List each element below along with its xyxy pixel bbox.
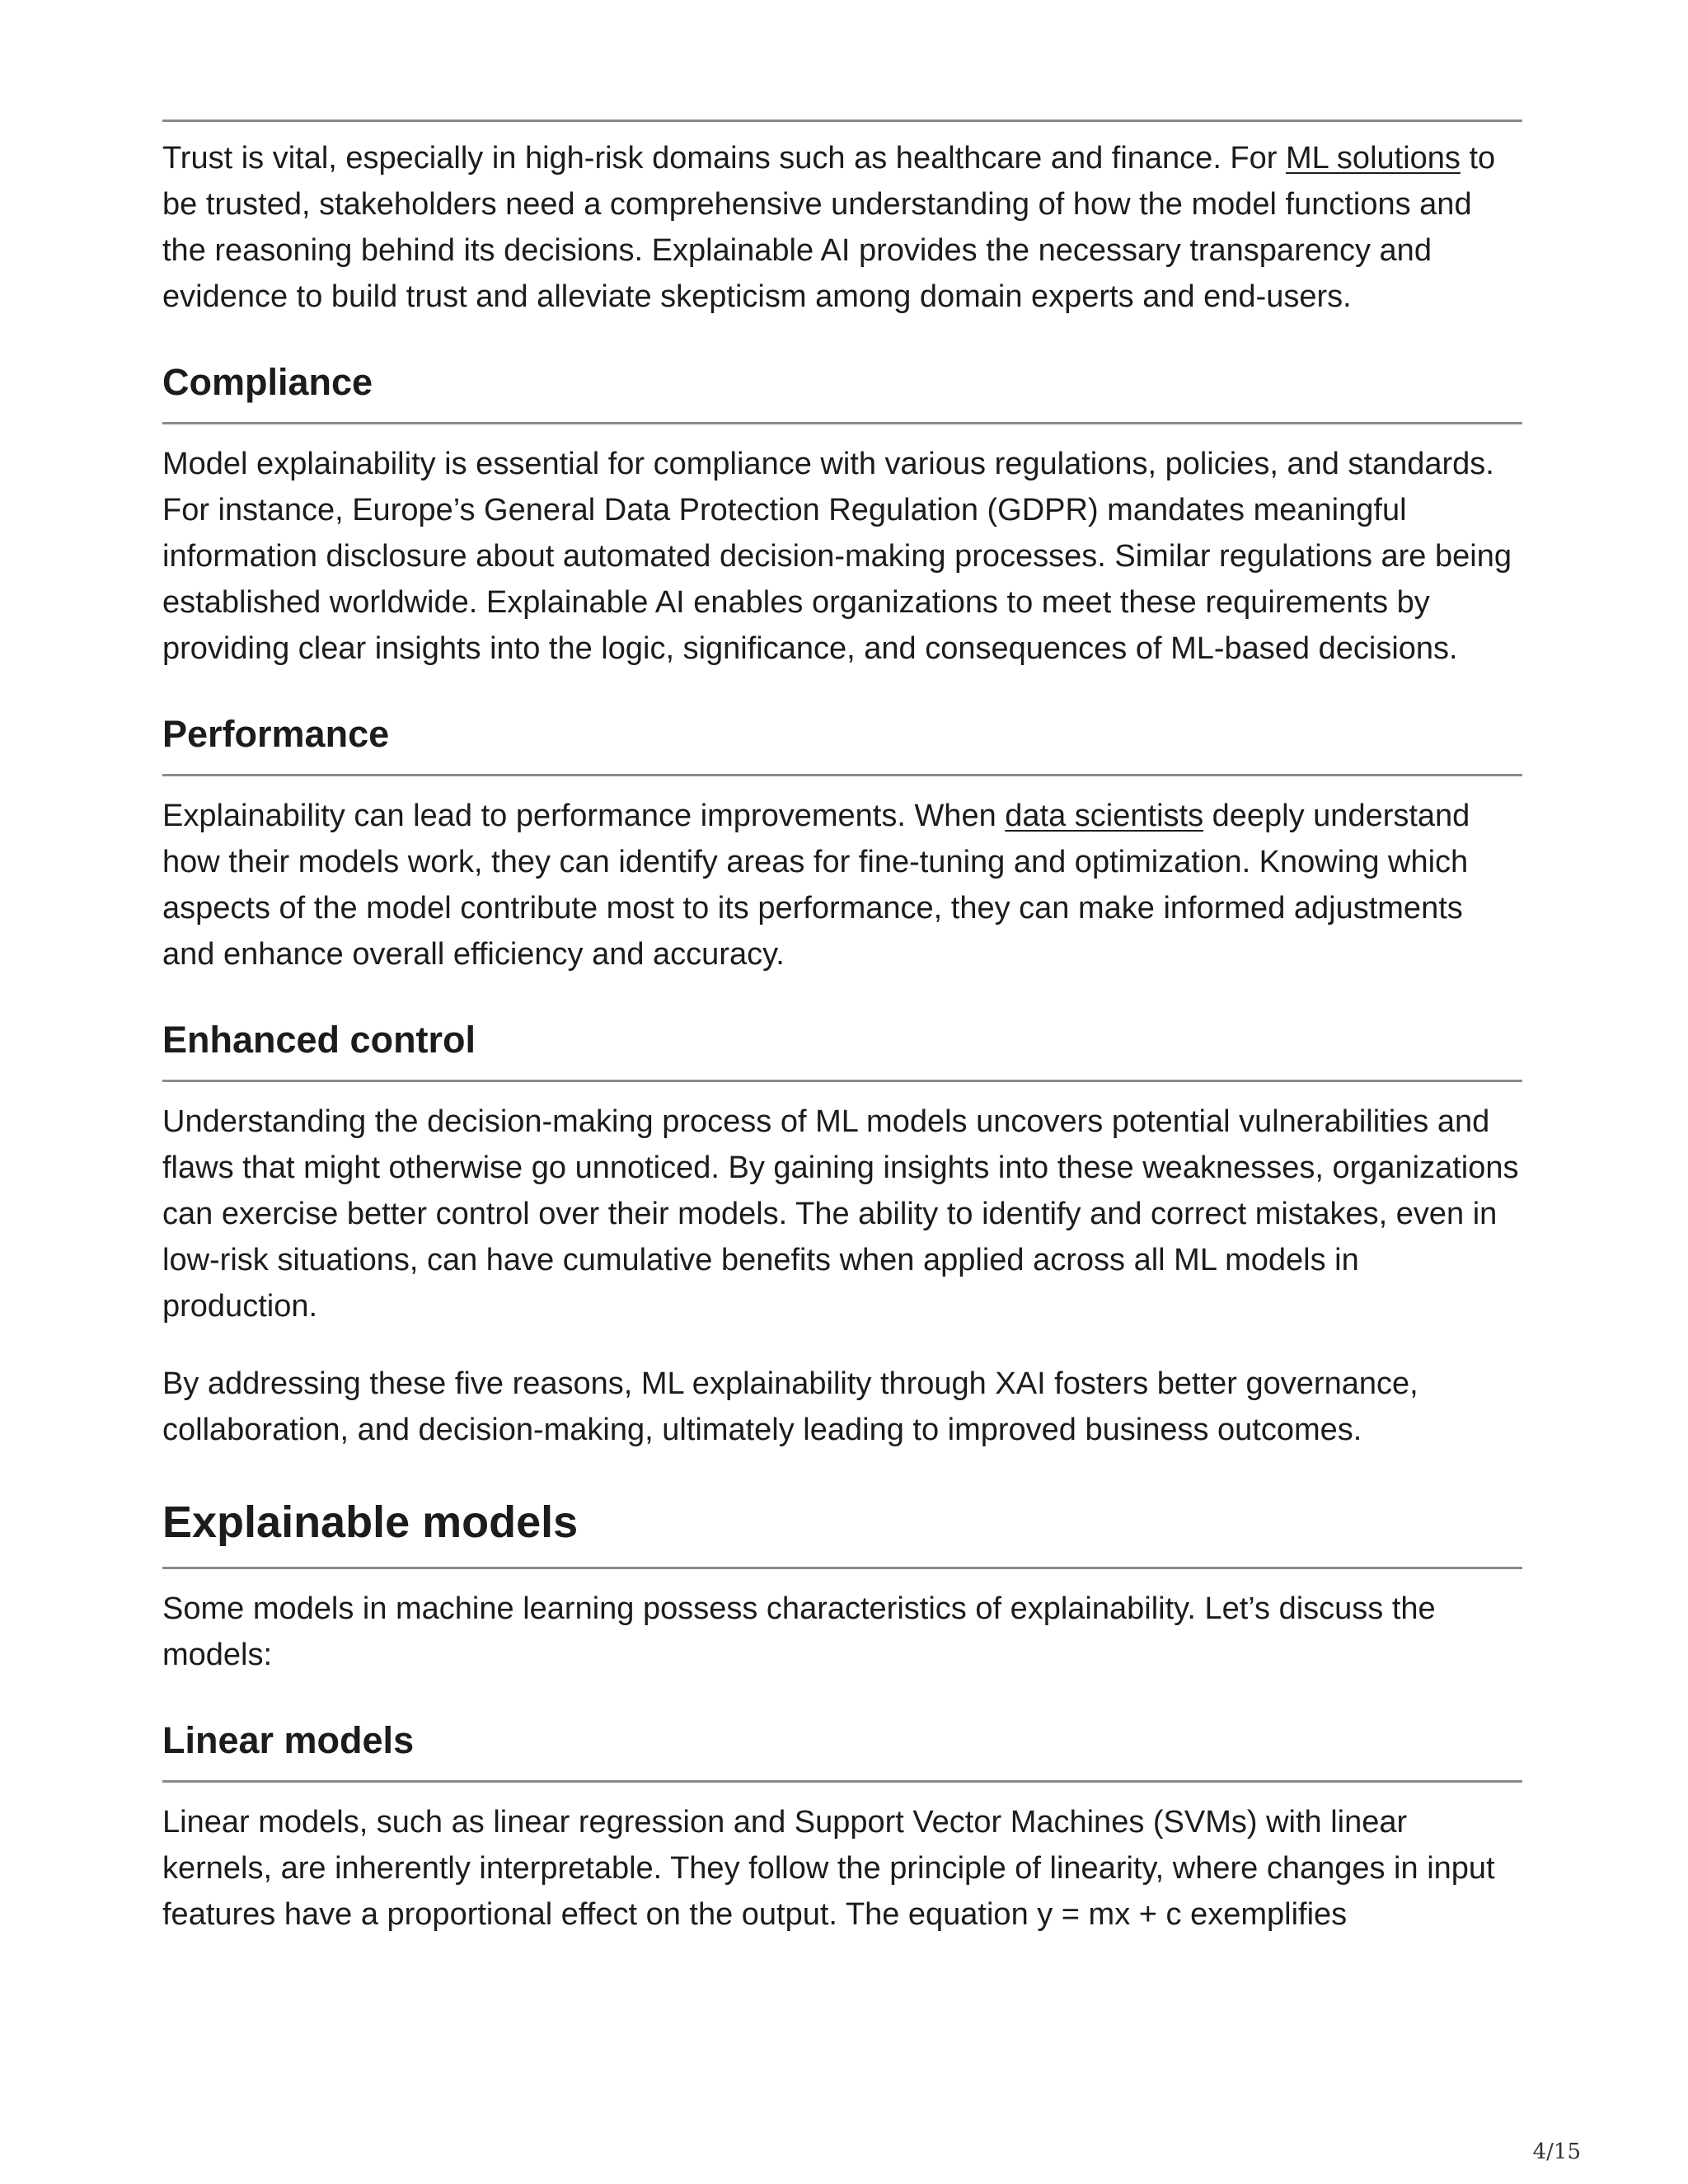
performance-text-start: Explainability can lead to performance improvements. When (162, 799, 1006, 833)
page-number: 4/15 (1532, 2139, 1581, 2164)
intro-text-end: to be trusted, stakeholders need a comprehensive understanding of how the model functions and the reasoning behind its decisions. Explainable AI provides the necessary transparency and evidence to build trust and alleviate skepticism among domain experts and end-users. (162, 141, 1496, 314)
compliance-heading: Compliance (162, 359, 1522, 424)
enhanced-control-paragraph: Understanding the decision-making process of ML models uncovers potential vulnerabilities and flaws that might otherwise go unnoticed. By gaining insights into these weaknesses, organizations can exercise better control over their models. The ability to identify and correct mistakes, even in low-risk situations, can have cumulative benefits when applied across all ML models in production. (162, 1104, 1519, 1324)
article-content (162, 120, 1522, 1938)
compliance-paragraph: Model explainability is essential for compliance with various regulations, policies, and standards. For instance, Europe’s General Data Protection Regulation (GDPR) mandates meaningful information disclosure about automated decision-making processes. Similar regulations are being established worldwide. Explainable AI enables organizations to meet these requirements by providing clear insights into the logic, significance, and consequences of ML-based decisions. (162, 447, 1512, 666)
linear-models-heading: Linear models (162, 1718, 1522, 1783)
ml-solutions-link[interactable]: ML solutions (1286, 141, 1461, 176)
explainable-models-heading: Explainable models (162, 1494, 1522, 1569)
intro-text-start: Trust is vital, especially in high-risk domains such as healthcare and finance. For (162, 141, 1286, 176)
explainable-models-paragraph: Some models in machine learning possess characteristics of explainability. Let’s discuss the models: (162, 1591, 1436, 1672)
top-divider (162, 120, 1522, 122)
performance-heading: Performance (162, 711, 1522, 776)
summary-paragraph: By addressing these five reasons, ML explainability through XAI fosters better governance, collaboration, and decision-making, ultimately leading to improved business outcomes. (162, 1366, 1418, 1447)
enhanced-control-heading: Enhanced control (162, 1017, 1522, 1082)
performance-text-end: deeply understand how their models work, they can identify areas for fine-tuning and optimization. Knowing which aspects of the model contribute most to its performance, they can make informed adjustments and enhance overall efficiency and accuracy. (162, 799, 1470, 972)
intro-paragraph (162, 135, 1522, 320)
linear-models-paragraph: Linear models, such as linear regression and Support Vector Machines (SVMs) with linear kernels, are inherently interpretable. They follow the principle of linearity, where changes in input features have a proportional effect on the output. The equation y = mx + c exemplifies (162, 1805, 1495, 1932)
performance-paragraph (162, 793, 1522, 977)
data-scientists-link[interactable]: data scientists (1005, 799, 1204, 833)
